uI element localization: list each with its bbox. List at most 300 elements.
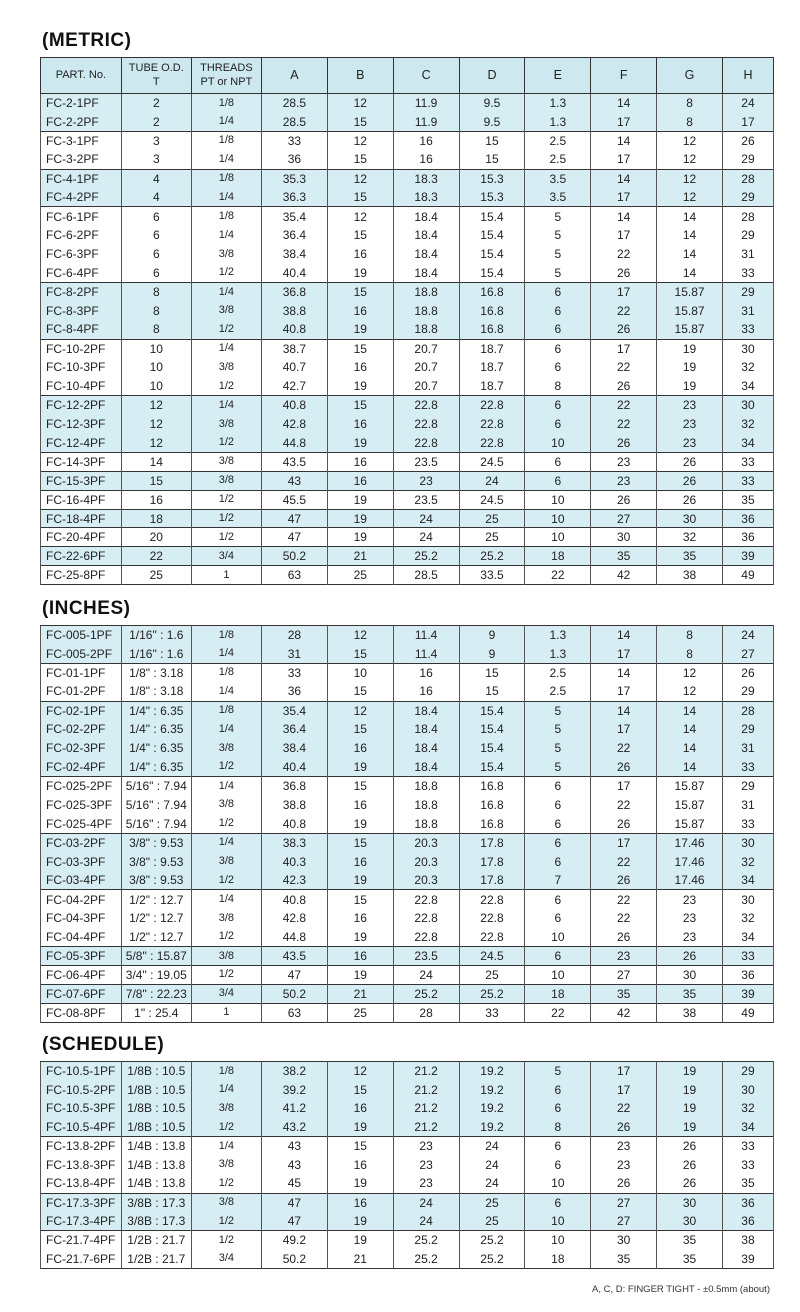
table-row [41,682,774,701]
dim-a-cell: 28.5 [261,112,327,131]
dim-e-cell: 5 [525,207,591,226]
tube-od-cell: 1/8B : 10.5 [121,1062,191,1081]
threads-cell: 3/8 [191,301,261,320]
table-row [41,1193,774,1212]
tube-od-cell: 3/8B : 17.3 [121,1193,191,1212]
dim-a-cell: 38.7 [261,339,327,358]
threads-cell: 1/2 [191,966,261,985]
tube-od-cell: 1/2" : 12.7 [121,890,191,909]
dim-f-cell: 22 [591,909,657,928]
dim-e-cell: 6 [525,282,591,301]
dim-c-cell: 18.4 [393,245,459,264]
header-part-number: PART. No. [41,58,122,94]
dim-f-cell: 42 [591,566,657,585]
dim-a-cell: 31 [261,644,327,663]
dim-d-cell: 19.2 [459,1062,525,1081]
threads-cell: 1/8 [191,131,261,150]
dim-c-cell: 11.4 [393,626,459,645]
tube-od-cell: 3/8" : 9.53 [121,852,191,871]
dim-c-cell: 21.2 [393,1118,459,1137]
dim-g-cell: 15.87 [657,301,723,320]
table-row [41,245,774,264]
dim-f-cell: 23 [591,1137,657,1156]
threads-cell: 1/4 [191,644,261,663]
part-number-cell: FC-3-1PF [41,131,122,150]
dim-b-cell: 21 [327,984,393,1003]
threads-cell: 3/4 [191,1249,261,1268]
dim-e-cell: 8 [525,1118,591,1137]
dim-b-cell: 19 [327,1231,393,1250]
dim-a-cell: 38.3 [261,833,327,852]
threads-cell: 1/4 [191,1137,261,1156]
dim-g-cell: 23 [657,396,723,415]
dim-e-cell: 5 [525,720,591,739]
threads-cell: 3/8 [191,358,261,377]
dim-b-cell: 19 [327,1212,393,1231]
dim-b-cell: 16 [327,358,393,377]
dim-c-cell: 18.8 [393,282,459,301]
tube-od-cell: 10 [121,377,191,396]
dim-h-cell: 28 [722,169,773,188]
dim-f-cell: 26 [591,320,657,339]
part-number-cell: FC-025-3PF [41,796,122,815]
dim-e-cell: 6 [525,1080,591,1099]
dim-c-cell: 11.9 [393,112,459,131]
dim-g-cell: 14 [657,758,723,777]
part-number-cell: FC-21.7-4PF [41,1231,122,1250]
tube-od-cell: 8 [121,320,191,339]
header-dim-f: F [591,58,657,94]
dim-b-cell: 15 [327,777,393,796]
dim-c-cell: 18.3 [393,188,459,207]
dim-b-cell: 12 [327,701,393,720]
dim-c-cell: 24 [393,509,459,528]
dim-h-cell: 34 [722,377,773,396]
dim-a-cell: 35.3 [261,169,327,188]
dim-f-cell: 14 [591,663,657,682]
dim-h-cell: 33 [722,758,773,777]
dim-g-cell: 12 [657,131,723,150]
dim-f-cell: 27 [591,1193,657,1212]
dim-h-cell: 29 [722,226,773,245]
dim-g-cell: 15.87 [657,282,723,301]
dim-d-cell: 15.4 [459,245,525,264]
dim-a-cell: 47 [261,528,327,547]
dim-c-cell: 25.2 [393,1249,459,1268]
table-row [41,320,774,339]
dim-h-cell: 29 [722,720,773,739]
dim-e-cell: 10 [525,1231,591,1250]
dim-g-cell: 12 [657,188,723,207]
dim-e-cell: 6 [525,339,591,358]
dim-e-cell: 5 [525,245,591,264]
dim-f-cell: 22 [591,396,657,415]
dim-b-cell: 15 [327,1080,393,1099]
dim-h-cell: 39 [722,1249,773,1268]
dim-f-cell: 42 [591,1003,657,1022]
dim-e-cell: 3.5 [525,188,591,207]
dim-b-cell: 15 [327,112,393,131]
threads-cell: 1/8 [191,626,261,645]
dim-c-cell: 18.4 [393,226,459,245]
table-row [41,966,774,985]
dim-a-cell: 28 [261,626,327,645]
dim-h-cell: 33 [722,814,773,833]
dim-a-cell: 42.8 [261,909,327,928]
dim-a-cell: 38.4 [261,245,327,264]
tube-od-cell: 1/8" : 3.18 [121,682,191,701]
part-number-cell: FC-06-4PF [41,966,122,985]
table-row [41,112,774,131]
dim-b-cell: 19 [327,966,393,985]
table-row [41,339,774,358]
dim-d-cell: 22.8 [459,909,525,928]
threads-cell: 3/8 [191,739,261,758]
dim-b-cell: 15 [327,644,393,663]
dim-a-cell: 42.7 [261,377,327,396]
dim-a-cell: 38.2 [261,1062,327,1081]
dim-g-cell: 26 [657,1174,723,1193]
threads-cell: 1 [191,1003,261,1022]
part-number-cell: FC-02-3PF [41,739,122,758]
dim-b-cell: 19 [327,1174,393,1193]
dim-c-cell: 25.2 [393,984,459,1003]
dim-c-cell: 23.5 [393,490,459,509]
dim-d-cell: 33 [459,1003,525,1022]
dim-e-cell: 1.3 [525,94,591,113]
dim-g-cell: 23 [657,928,723,947]
dim-h-cell: 36 [722,966,773,985]
part-number-cell: FC-02-1PF [41,701,122,720]
dim-d-cell: 17.8 [459,852,525,871]
dim-a-cell: 43 [261,471,327,490]
dim-a-cell: 42.3 [261,871,327,890]
dim-c-cell: 20.3 [393,871,459,890]
dim-g-cell: 23 [657,909,723,928]
dim-c-cell: 23 [393,471,459,490]
dim-c-cell: 23 [393,1155,459,1174]
dim-d-cell: 24.5 [459,452,525,471]
dim-b-cell: 16 [327,415,393,434]
dim-a-cell: 40.8 [261,890,327,909]
dim-e-cell: 6 [525,1193,591,1212]
dim-h-cell: 26 [722,663,773,682]
dim-g-cell: 14 [657,207,723,226]
tube-od-cell: 5/16" : 7.94 [121,796,191,815]
table-row [41,890,774,909]
part-number-cell: FC-03-3PF [41,852,122,871]
dim-b-cell: 19 [327,320,393,339]
dim-b-cell: 15 [327,890,393,909]
inches-section-title: (INCHES) [42,598,131,619]
dim-f-cell: 17 [591,112,657,131]
tube-od-cell: 15 [121,471,191,490]
tube-od-cell: 1/4" : 6.35 [121,701,191,720]
table-row [41,264,774,283]
part-number-cell: FC-10.5-2PF [41,1080,122,1099]
dim-g-cell: 17.46 [657,871,723,890]
dim-g-cell: 26 [657,452,723,471]
table-row [41,490,774,509]
part-number-cell: FC-17.3-3PF [41,1193,122,1212]
table-row [41,626,774,645]
table-row [41,415,774,434]
dim-c-cell: 18.4 [393,207,459,226]
dim-g-cell: 26 [657,490,723,509]
part-number-cell: FC-14-3PF [41,452,122,471]
table-row [41,188,774,207]
threads-cell: 1/2 [191,1231,261,1250]
dim-f-cell: 14 [591,94,657,113]
dim-g-cell: 8 [657,94,723,113]
dim-e-cell: 6 [525,1155,591,1174]
table-row [41,396,774,415]
schedule-section-title: (SCHEDULE) [42,1034,165,1055]
dim-g-cell: 8 [657,626,723,645]
dim-d-cell: 15.3 [459,188,525,207]
dim-g-cell: 17.46 [657,833,723,852]
tube-od-cell: 1" : 25.4 [121,1003,191,1022]
dim-e-cell: 6 [525,471,591,490]
dim-f-cell: 23 [591,471,657,490]
part-number-cell: FC-025-4PF [41,814,122,833]
dim-h-cell: 33 [722,471,773,490]
dim-a-cell: 47 [261,509,327,528]
table-row [41,226,774,245]
dim-b-cell: 21 [327,547,393,566]
dim-g-cell: 14 [657,245,723,264]
dim-h-cell: 39 [722,547,773,566]
part-number-cell: FC-20-4PF [41,528,122,547]
dim-b-cell: 19 [327,377,393,396]
tube-od-cell: 1/2" : 12.7 [121,928,191,947]
dim-c-cell: 22.8 [393,415,459,434]
table-row [41,94,774,113]
dim-f-cell: 22 [591,852,657,871]
dim-a-cell: 39.2 [261,1080,327,1099]
dim-g-cell: 19 [657,1062,723,1081]
table-row [41,169,774,188]
tube-od-cell: 3/4" : 19.05 [121,966,191,985]
tube-od-cell: 2 [121,112,191,131]
dim-f-cell: 26 [591,1118,657,1137]
dim-a-cell: 44.8 [261,434,327,453]
header-dim-g: G [657,58,723,94]
dim-a-cell: 28.5 [261,94,327,113]
dim-f-cell: 14 [591,207,657,226]
dim-f-cell: 14 [591,626,657,645]
dim-g-cell: 14 [657,264,723,283]
dim-e-cell: 5 [525,1062,591,1081]
dim-d-cell: 24 [459,1137,525,1156]
dim-a-cell: 44.8 [261,928,327,947]
dim-d-cell: 19.2 [459,1080,525,1099]
dim-e-cell: 10 [525,509,591,528]
dim-b-cell: 15 [327,1137,393,1156]
dim-c-cell: 21.2 [393,1099,459,1118]
part-number-cell: FC-6-1PF [41,207,122,226]
dim-e-cell: 6 [525,890,591,909]
dim-a-cell: 43.5 [261,452,327,471]
dim-d-cell: 16.8 [459,320,525,339]
dim-d-cell: 25 [459,509,525,528]
dim-g-cell: 12 [657,682,723,701]
dim-h-cell: 32 [722,852,773,871]
part-number-cell: FC-04-3PF [41,909,122,928]
dim-a-cell: 47 [261,1212,327,1231]
dim-d-cell: 19.2 [459,1099,525,1118]
dim-e-cell: 10 [525,490,591,509]
dim-d-cell: 25.2 [459,984,525,1003]
part-number-cell: FC-13.8-3PF [41,1155,122,1174]
part-number-cell: FC-02-4PF [41,758,122,777]
dim-h-cell: 29 [722,777,773,796]
dim-h-cell: 30 [722,833,773,852]
dim-d-cell: 22.8 [459,928,525,947]
threads-cell: 1/4 [191,112,261,131]
part-number-cell: FC-25-8PF [41,566,122,585]
table-row [41,1249,774,1268]
dim-c-cell: 23.5 [393,452,459,471]
table-row [41,509,774,528]
dim-e-cell: 18 [525,984,591,1003]
dim-e-cell: 6 [525,796,591,815]
header-dim-h: H [722,58,773,94]
part-number-cell: FC-6-2PF [41,226,122,245]
dim-d-cell: 9.5 [459,94,525,113]
dim-h-cell: 30 [722,396,773,415]
dim-c-cell: 18.3 [393,169,459,188]
dim-g-cell: 30 [657,966,723,985]
tube-od-cell: 22 [121,547,191,566]
dim-b-cell: 19 [327,528,393,547]
dim-b-cell: 19 [327,490,393,509]
tube-od-cell: 14 [121,452,191,471]
dim-f-cell: 30 [591,1231,657,1250]
dim-f-cell: 17 [591,777,657,796]
threads-cell: 3/8 [191,452,261,471]
dim-e-cell: 10 [525,434,591,453]
table-row [41,701,774,720]
dim-e-cell: 2.5 [525,682,591,701]
dim-f-cell: 22 [591,301,657,320]
tube-od-cell: 5/8" : 15.87 [121,947,191,966]
dim-d-cell: 25 [459,528,525,547]
dim-h-cell: 29 [722,150,773,169]
tube-od-cell: 1/8B : 10.5 [121,1080,191,1099]
tube-od-cell: 1/16" : 1.6 [121,644,191,663]
dim-g-cell: 38 [657,1003,723,1022]
dim-a-cell: 38.8 [261,796,327,815]
dim-f-cell: 23 [591,1155,657,1174]
dim-h-cell: 32 [722,415,773,434]
dim-h-cell: 49 [722,566,773,585]
dim-a-cell: 47 [261,966,327,985]
dim-g-cell: 15.87 [657,320,723,339]
dim-b-cell: 16 [327,245,393,264]
dim-d-cell: 15.4 [459,226,525,245]
dim-d-cell: 15.4 [459,207,525,226]
dim-a-cell: 38.4 [261,739,327,758]
tube-od-cell: 6 [121,264,191,283]
table-row [41,644,774,663]
dim-d-cell: 22.8 [459,434,525,453]
part-number-cell: FC-15-3PF [41,471,122,490]
dim-d-cell: 15.4 [459,739,525,758]
table-row [41,720,774,739]
dim-f-cell: 14 [591,701,657,720]
dim-b-cell: 19 [327,871,393,890]
part-number-cell: FC-07-6PF [41,984,122,1003]
dim-h-cell: 33 [722,264,773,283]
dim-h-cell: 29 [722,1062,773,1081]
dim-g-cell: 30 [657,1193,723,1212]
threads-cell: 1/2 [191,928,261,947]
dim-a-cell: 36.8 [261,282,327,301]
table-row [41,1231,774,1250]
part-number-cell: FC-04-4PF [41,928,122,947]
dim-g-cell: 30 [657,1212,723,1231]
dim-e-cell: 2.5 [525,131,591,150]
dim-a-cell: 43.2 [261,1118,327,1137]
threads-cell: 1/2 [191,490,261,509]
table-row [41,663,774,682]
threads-cell: 1/4 [191,890,261,909]
dim-b-cell: 19 [327,814,393,833]
dim-a-cell: 36.8 [261,777,327,796]
dim-g-cell: 15.87 [657,814,723,833]
tube-od-cell: 10 [121,339,191,358]
dim-c-cell: 28.5 [393,566,459,585]
dim-f-cell: 17 [591,150,657,169]
dim-h-cell: 28 [722,207,773,226]
part-number-cell: FC-10-4PF [41,377,122,396]
dim-b-cell: 12 [327,1062,393,1081]
part-number-cell: FC-10-2PF [41,339,122,358]
threads-cell: 1/4 [191,833,261,852]
part-number-cell: FC-21.7-6PF [41,1249,122,1268]
dim-b-cell: 15 [327,396,393,415]
dim-e-cell: 10 [525,1212,591,1231]
dim-f-cell: 26 [591,871,657,890]
part-number-cell: FC-8-2PF [41,282,122,301]
tube-od-cell: 1/2" : 12.7 [121,909,191,928]
dim-h-cell: 32 [722,1099,773,1118]
dim-h-cell: 24 [722,94,773,113]
dim-b-cell: 19 [327,434,393,453]
part-number-cell: FC-025-2PF [41,777,122,796]
dim-d-cell: 24 [459,1174,525,1193]
dim-e-cell: 6 [525,1099,591,1118]
dim-f-cell: 14 [591,169,657,188]
dim-c-cell: 21.2 [393,1080,459,1099]
dim-d-cell: 24.5 [459,947,525,966]
threads-cell: 1/4 [191,188,261,207]
tube-od-cell: 4 [121,188,191,207]
tube-od-cell: 20 [121,528,191,547]
threads-cell: 1/4 [191,339,261,358]
part-number-cell: FC-4-1PF [41,169,122,188]
dim-e-cell: 10 [525,1174,591,1193]
dim-a-cell: 33 [261,663,327,682]
dim-a-cell: 43 [261,1155,327,1174]
dim-d-cell: 9.5 [459,112,525,131]
dim-g-cell: 12 [657,169,723,188]
dim-f-cell: 17 [591,339,657,358]
dim-d-cell: 25 [459,966,525,985]
tube-od-cell: 3/8" : 9.53 [121,871,191,890]
table-row [41,1118,774,1137]
